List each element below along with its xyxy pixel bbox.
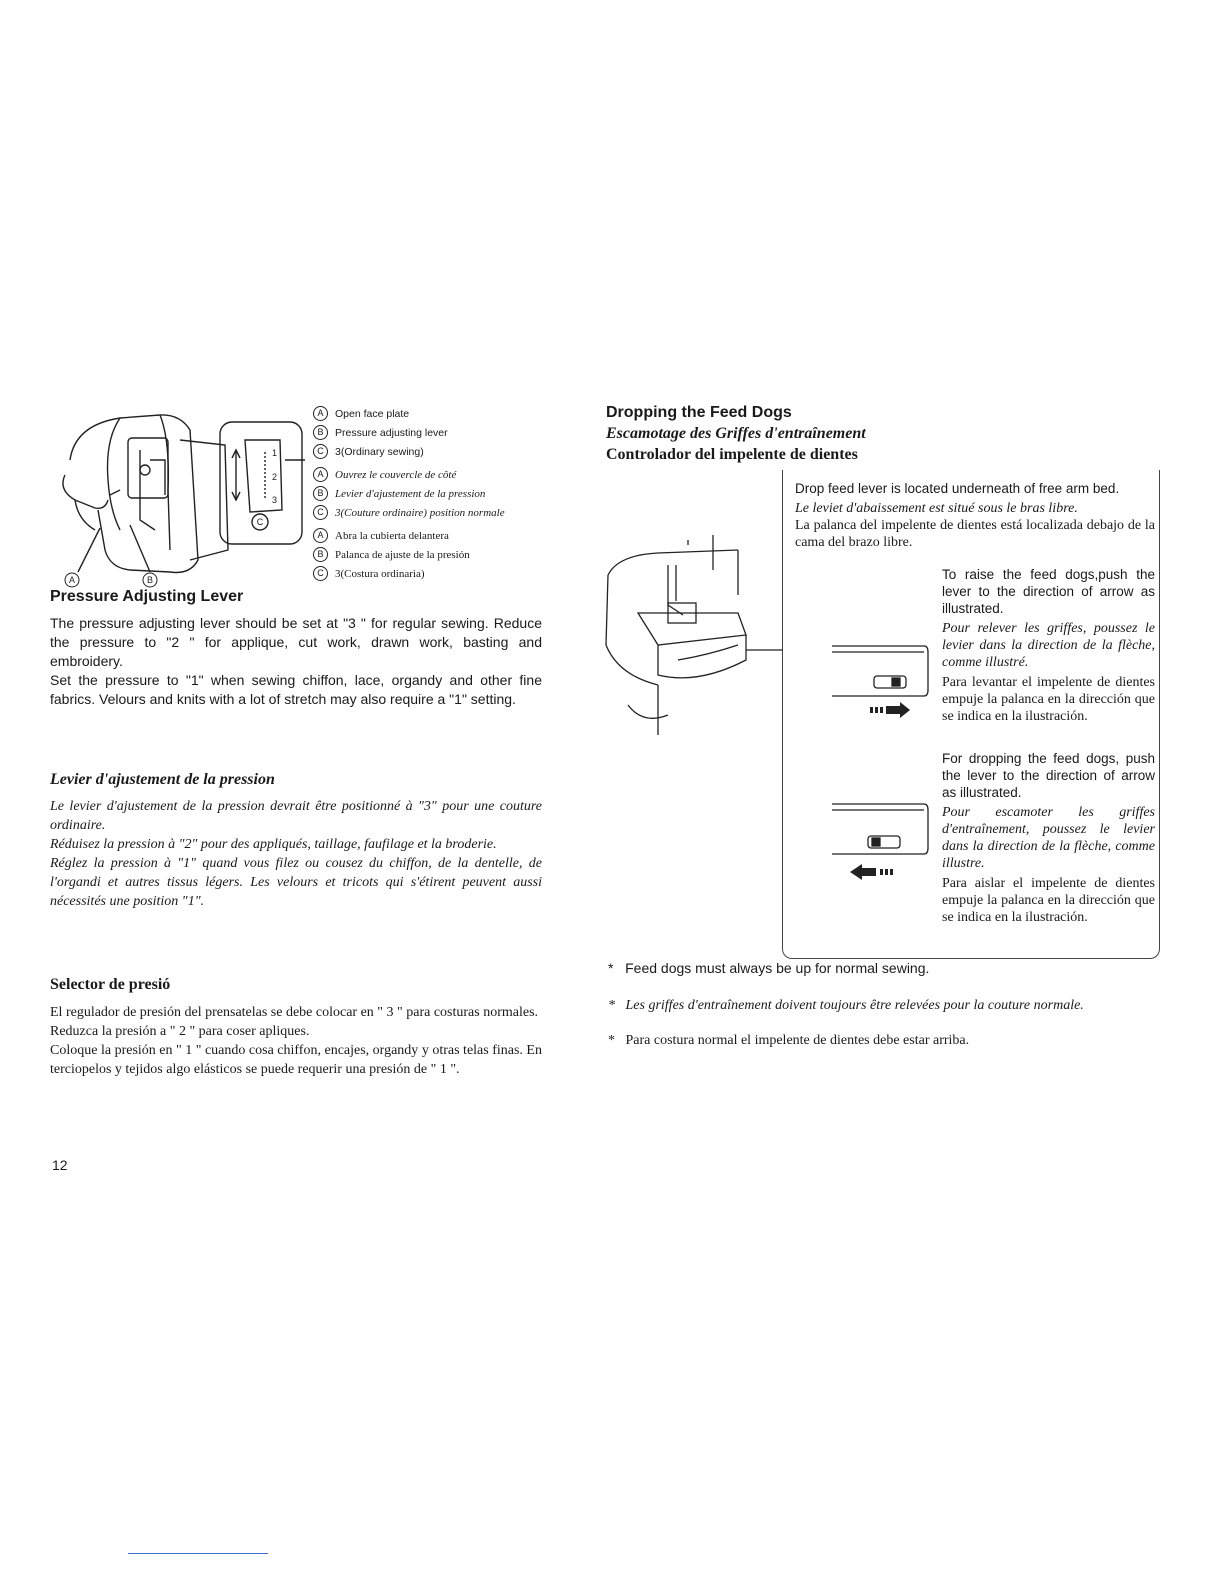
legend-row-fr-a: A Ouvrez le couvercle de côté	[313, 465, 563, 484]
note-fr	[608, 998, 1084, 1014]
bullet-asterisk: *	[608, 1033, 615, 1048]
dial-number-3: 3	[272, 495, 278, 505]
feed-dogs-title-es: Controlador del impelente de dientes	[606, 446, 858, 463]
intro-fr: Le leviet d'abaissement est situé sous le bras libre.	[795, 501, 1078, 516]
page-number: 12	[52, 1157, 68, 1173]
figure-label-c: C	[256, 517, 264, 527]
intro-es: La palanca del impelente de dientes está localizada debajo de la cama del brazo libre.	[795, 518, 1155, 550]
pressure-fr-p3: Réglez la pression à "1" quand vous filez ou cousez du chiffon, de la dentelle, de l'organdi et autres tissus légers. Les velours et tricots qui s'étirent peuvent aussi nécessités une position "1".	[50, 856, 542, 909]
pressure-title-es: Selector de presió	[50, 976, 171, 993]
bullet-asterisk: *	[608, 960, 614, 976]
pressure-fr-p1: Le levier d'ajustement de la pression devrait être positionné à "3" pour une couture ordinaire.	[50, 799, 542, 833]
pressure-es-p1: El regulador de presión del prensatelas se debe colocar en " 3 " para costuras normales.	[50, 1005, 539, 1020]
feed-dogs-intro	[795, 480, 1155, 551]
raise-en: To raise the feed dogs,push the lever to the direction of arrow as illustrated.	[942, 567, 1155, 616]
drop-instructions	[942, 750, 1155, 926]
bullet-asterisk: *	[608, 998, 615, 1013]
pressure-title-fr: Levier d'ajustement de la pression	[50, 771, 275, 788]
legend-row-fr-c: C 3(Couture ordinaire) position normale	[313, 503, 563, 522]
note-es-text: Para costura normal el impelente de dientes debe estar arriba.	[625, 1033, 970, 1048]
legend-row-es-b: B Palanca de ajuste de la presión	[313, 545, 563, 564]
raise-fr: Pour relever les griffes, poussez le levier dans la direction de la flèche, comme illustré.	[942, 621, 1155, 670]
figure-label-a: A	[68, 575, 76, 585]
pressure-body-es	[50, 1003, 542, 1079]
drop-lever-illustration	[832, 800, 932, 885]
note-en-text: Feed dogs must always be up for normal sewing.	[625, 960, 930, 976]
drop-es: Para aislar el impelente de dientes empuje la palanca en la dirección que se indica en la ilustración.	[942, 876, 1155, 925]
figure-label-b: B	[146, 575, 154, 585]
note-fr-text: Les griffes d'entraînement doivent toujours être relevées pour la couture normale.	[625, 998, 1084, 1013]
pressure-body-fr	[50, 797, 542, 911]
pressure-es-p3: Coloque la presión en " 1 " cuando cosa chiffon, encajes, organdy y otras telas finas. En terciopelos y tejidos algo elásticos se puede requerir una presión de " 1 ".	[50, 1043, 542, 1077]
intro-en: Drop feed lever is located underneath of free arm bed.	[795, 481, 1120, 496]
pressure-title-en: Pressure Adjusting Lever	[50, 588, 244, 605]
feed-dogs-title-en: Dropping the Feed Dogs	[606, 404, 792, 421]
drop-en: For dropping the feed dogs, push the lever to the direction of arrow as illustrated.	[942, 751, 1155, 800]
pressure-en-p1: The pressure adjusting lever should be set at "3 " for regular sewing. Reduce the pressure to "2 " for applique, cut work, drawn work, basting and embroidery.	[50, 615, 542, 669]
pressure-lever-illustration	[50, 400, 312, 590]
dial-number-2: 2	[272, 472, 278, 482]
raise-instructions	[942, 566, 1155, 725]
legend-row-en-b: B Pressure adjusting lever	[313, 423, 563, 442]
pressure-fr-p2: Réduisez la pression à "2" pour des appliqués, taillage, faufilage et la broderie.	[50, 837, 497, 852]
note-es	[608, 1033, 969, 1049]
legend-row-fr-b: B Levier d'ajustement de la pression	[313, 484, 563, 503]
legend-row-en-a: A Open face plate	[313, 404, 563, 423]
free-arm-machine-illustration	[598, 535, 798, 735]
raise-lever-illustration	[832, 642, 932, 722]
pressure-es-p2: Reduzca la presión a " 2 " para coser apliques.	[50, 1024, 310, 1039]
drop-fr: Pour escamoter les griffes d'entraînement, poussez le levier dans la direction de la flèche, comme illustre.	[942, 805, 1155, 871]
legend-row-en-c: C 3(Ordinary sewing)	[313, 442, 563, 461]
dial-number-1: 1	[272, 448, 278, 458]
note-en	[608, 960, 929, 976]
feed-dogs-title-fr: Escamotage des Griffes d'entraînement	[606, 425, 866, 442]
pressure-en-p2: Set the pressure to "1" when sewing chiffon, lace, organdy and other fine fabrics. Velours and knits with a lot of stretch may also require a "1" setting.	[50, 672, 542, 707]
legend-row-es-a: A Abra la cubierta delantera	[313, 526, 563, 545]
pressure-body-en	[50, 614, 542, 709]
legend-row-es-c: C 3(Costura ordinaria)	[313, 564, 563, 583]
bottom-divider	[128, 1553, 268, 1554]
figure-legend	[313, 404, 563, 583]
raise-es: Para levantar el impelente de dientes empuje la palanca en la dirección que se indica en la ilustración.	[942, 675, 1155, 724]
